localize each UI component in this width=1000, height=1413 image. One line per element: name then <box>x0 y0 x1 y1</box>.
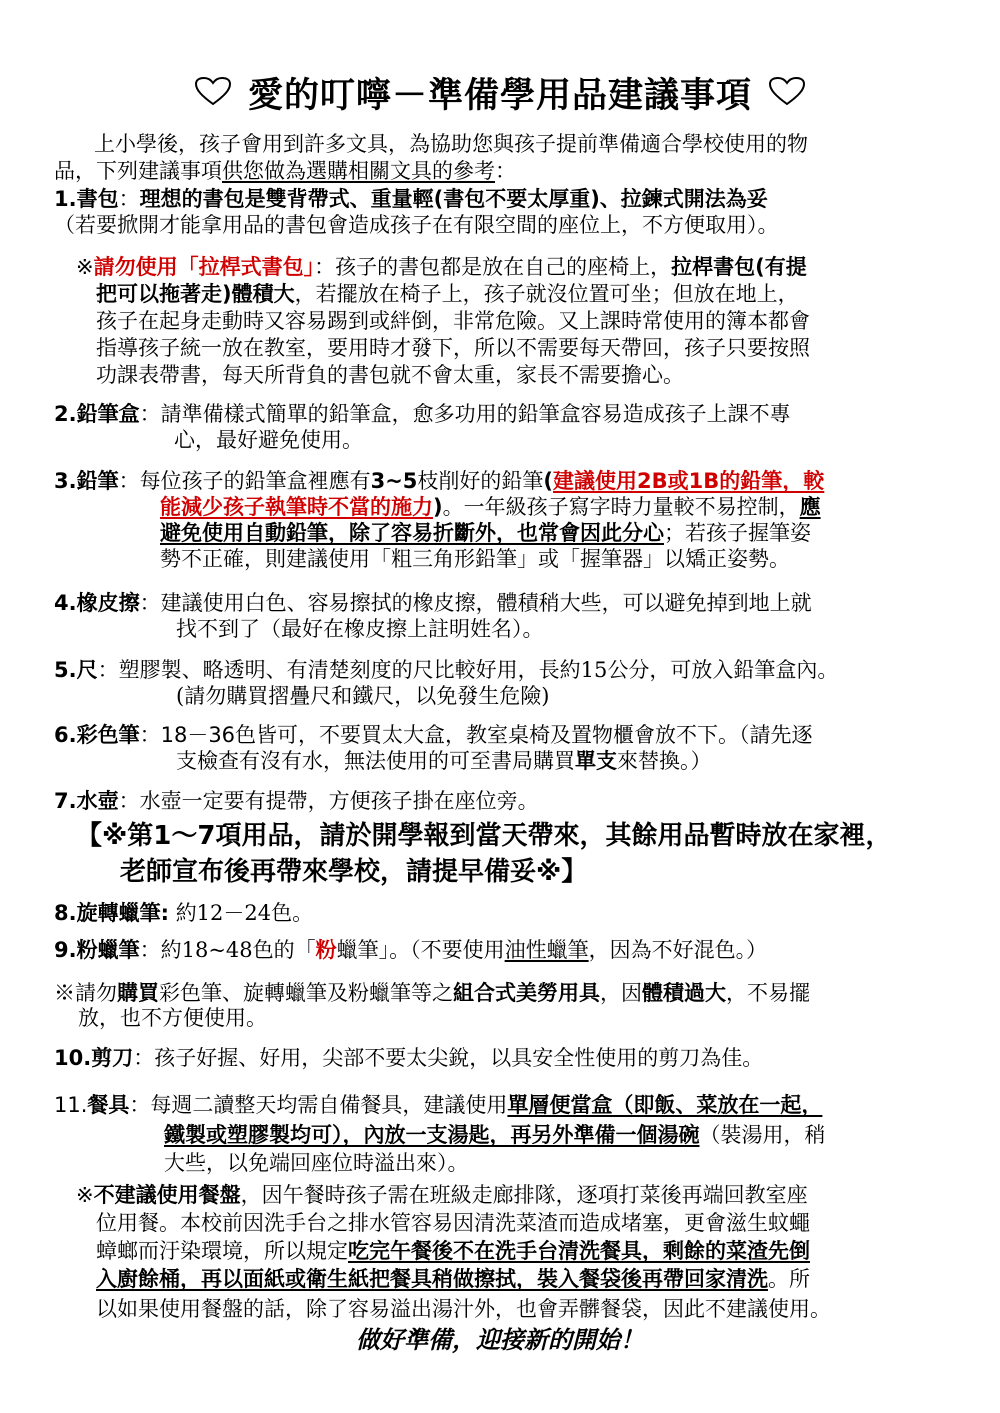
item-count: 3~5 <box>370 469 418 493</box>
item-sep: : <box>160 901 169 925</box>
warning-bold-text: 不建議使用餐盤 <box>93 1183 241 1207</box>
item-number: 9. <box>54 938 77 962</box>
item-sep: ： <box>129 1093 151 1117</box>
item-heading: 橡皮擦 <box>76 591 140 615</box>
note-text: 彩色筆、旋轉蠟筆及粉蠟筆等之 <box>159 981 453 1005</box>
item-number: 2. <box>54 402 77 426</box>
note-bold-text: 組合式美勞用具 <box>453 981 600 1005</box>
reference-mark: ※ <box>76 1183 94 1207</box>
item-10-scissors <box>54 1045 763 1071</box>
item-11-tableware <box>54 1092 822 1118</box>
item-2-line-2: 心，最好避免使用。 <box>174 428 363 452</box>
item-text: （裝湯用，稍 <box>699 1123 826 1147</box>
warning-red-text: 請勿使用「拉桿式書包」 <box>93 255 315 279</box>
red-recommendation: 能減少孩子執筆時不當的施力 <box>160 495 433 519</box>
intro-line-2 <box>54 158 516 184</box>
heart-outline-icon <box>768 75 806 115</box>
item-text: 。一年級孩子寫字時力量較不易控制， <box>442 495 800 519</box>
item-text: 來替換。） <box>617 749 712 773</box>
item-number: 1. <box>54 187 77 211</box>
title-text: 愛的叮嚀－準備學用品建議事項 <box>247 76 752 116</box>
item-text: ；若孩子握筆姿 <box>664 521 811 545</box>
intro-colon: ： <box>495 159 516 183</box>
item-number: 4. <box>54 591 77 615</box>
item-range: 18－36 <box>160 723 236 747</box>
item-heading: 鉛筆 <box>76 469 119 493</box>
note-text: ，因 <box>600 981 642 1005</box>
item-2-pencil-case <box>54 401 791 427</box>
note-bold-text: 購買 <box>117 981 159 1005</box>
note-text: 請勿 <box>75 981 117 1005</box>
note-line-2: 放，也不方便使用。 <box>78 1006 267 1030</box>
item-text: 請準備樣式簡單的鉛筆盒，愈多功用的鉛筆盒容易造成孩子上課不專 <box>160 402 791 426</box>
item-text: 色皆可，不要買太大盒，教室桌椅及置物櫃會放不下。（請先逐 <box>235 723 813 747</box>
reference-mark: ※ <box>54 981 75 1005</box>
item-number: 11. <box>54 1093 88 1117</box>
notice-line-1: 【※第1～7項用品，請於開學報到當天帶來，其餘用品暫時放在家裡， <box>76 821 892 851</box>
item-sep: ： <box>139 723 161 747</box>
item-heading: 旋轉蠟筆 <box>76 901 161 925</box>
item-11-line-3: 大些，以免端回座位時溢出來）。 <box>164 1151 469 1175</box>
bold-underline-text: 應 <box>799 495 821 519</box>
item-1-warning-line-3: 孩子在起身走動時又容易踢到或絆倒，非常危險。又上課時常使用的簿本都會 <box>96 309 810 333</box>
bold-underline-text: 吃完午餐後不在洗手台清洗餐具，剩餘的菜渣先倒 <box>348 1239 810 1263</box>
notice-line-2: 老師宣布後再帶來學校，請提早備妥※】 <box>120 857 588 887</box>
bold-underline-text: 鐵製或塑膠製均可），內放一支湯匙，再另外準備一個湯碗 <box>164 1123 700 1147</box>
item-text: 水壺一定要有提帶，方便孩子掛在座位旁。 <box>139 789 539 813</box>
bold-underline-text: 單層便當盒（即飯、菜放在一起， <box>507 1093 823 1117</box>
item-3-line-2 <box>160 494 821 520</box>
bold-underline-text: 入廚餘桶，再以面紙或衛生紙把餐具稍做擦拭，裝入餐袋後再帶回家清洗 <box>96 1267 768 1291</box>
item-text: 塑膠製、略透明、有清楚刻度的尺比較好用，長約15公分，可放入鉛筆盒內。 <box>118 658 839 682</box>
item-1-note: （若要掀開才能拿用品的書包會造成孩子在有限空間的座位上，不方便取用）。 <box>54 213 779 237</box>
item-sep: ： <box>139 402 161 426</box>
warning-text: 。所 <box>768 1267 810 1291</box>
item-3-line-3 <box>160 520 811 546</box>
item-6-markers <box>54 722 813 748</box>
item-number: 5. <box>54 658 77 682</box>
item-heading: 餐具 <box>87 1093 130 1117</box>
intro-text: 品，下列建議事項 <box>54 159 222 183</box>
item-text: 理想的書包是雙背帶式、重量輕(書包不要太厚重)、拉鍊式開法為妥 <box>139 187 768 211</box>
item-number: 3. <box>54 469 77 493</box>
item-number: 7. <box>54 789 77 813</box>
item-11-warning-line-3 <box>96 1238 810 1264</box>
item-1-warning-line-4: 指導孩子統一放在教室，要用時才發下，所以不需要每天帶回，孩子只要按照 <box>96 336 810 360</box>
item-heading: 書包 <box>76 187 119 211</box>
item-11-warning-line-2: 位用餐。本校前因洗手台之排水管容易因清洗菜渣而造成堵塞，更會滋生蚊蠅 <box>96 1211 810 1235</box>
item-6-line-2 <box>176 748 712 774</box>
item-sep: ： <box>97 658 119 682</box>
underline-text: 油性蠟筆 <box>504 938 589 962</box>
item-sep: ： <box>139 938 161 962</box>
note-text: ，不易擺 <box>726 981 810 1005</box>
note-combo-art-supplies <box>54 980 810 1006</box>
reference-mark: ※ <box>76 255 94 279</box>
item-text: 每週二讀整天均需自備餐具，建議使用 <box>150 1093 508 1117</box>
warning-text: 蟑螂而汙染環境，所以規定 <box>96 1239 348 1263</box>
warning-text: ：孩子的書包都是放在自己的座椅上， <box>314 255 672 279</box>
item-sep: ： <box>133 1046 155 1070</box>
item-sep: ： <box>118 469 140 493</box>
item-text: 蠟筆」。（不要使用 <box>336 938 505 962</box>
bold-underline-text: 避免使用自動鉛筆，除了容易折斷外，也常會因此分心 <box>160 521 664 545</box>
item-text: 孩子好握、好用，尖部不要太尖銳，以具安全性使用的剪刀為佳。 <box>154 1046 764 1070</box>
item-1-warning-line-2 <box>96 281 799 307</box>
item-5-ruler <box>54 657 838 683</box>
item-4-line-2: 找不到了（最好在橡皮擦上註明姓名）。 <box>176 617 544 641</box>
item-sep: ： <box>118 187 140 211</box>
item-number: 10. <box>54 1046 92 1070</box>
item-text: 建議使用白色、容易擦拭的橡皮擦，體積稍大些，可以避免掉到地上就 <box>160 591 812 615</box>
item-3-line-4: 勢不正確，則建議使用「粗三角形鉛筆」或「握筆器」以矯正姿勢。 <box>160 547 790 571</box>
item-text: 約18~48色的「 <box>160 938 316 962</box>
item-text: 枝削好的鉛筆 <box>417 469 544 493</box>
warning-text: ，因午餐時孩子需在班級走廊排隊，逐項打菜後再端回教室座 <box>240 1183 808 1207</box>
item-sep: ： <box>118 789 140 813</box>
item-7-water-bottle <box>54 788 539 814</box>
warning-text: ，若擺放在椅子上，孩子就沒位置可坐；但放在地上， <box>294 282 799 306</box>
warning-bold-text: 把可以拖著走)體積大 <box>96 282 295 306</box>
red-recommendation: 建議使用2B或1B的鉛筆，較 <box>553 469 825 493</box>
item-11-warning-line-4 <box>96 1266 810 1292</box>
item-1-schoolbag <box>54 186 768 212</box>
item-number: 6. <box>54 723 77 747</box>
item-heading: 彩色筆 <box>76 723 140 747</box>
item-11-line-2 <box>164 1122 826 1148</box>
item-5-line-2: (請勿購買摺疊尺和鐵尺，以免發生危險) <box>176 684 550 708</box>
intro-emphasis: 供您做為選購相關文具的參考 <box>222 159 495 183</box>
item-9-oil-pastel <box>54 937 767 963</box>
paren: ( <box>543 469 554 493</box>
note-bold-text: 體積過大 <box>642 981 726 1005</box>
item-11-warning-line-1 <box>76 1182 808 1208</box>
item-bold-text: 單支 <box>575 749 617 773</box>
item-text: 約12－24色。 <box>175 901 314 925</box>
intro-line-1: 上小學後，孩子會用到許多文具，為協助您與孩子提前準備適合學校使用的物 <box>94 132 808 156</box>
item-8-twist-crayon <box>54 900 313 926</box>
item-4-eraser <box>54 590 812 616</box>
item-heading: 尺 <box>76 658 98 682</box>
paren: ) <box>433 495 443 519</box>
item-11-warning-line-5: 以如果使用餐盤的話，除了容易溢出湯汁外，也會弄髒餐袋，因此不建議使用。 <box>96 1297 831 1321</box>
item-number: 8. <box>54 901 77 925</box>
heart-outline-icon <box>194 75 232 115</box>
warning-bold-text: 拉桿書包(有提 <box>671 255 807 279</box>
item-1-warning-line-1 <box>76 254 807 280</box>
item-heading: 粉蠟筆 <box>76 938 140 962</box>
red-emphasis: 粉 <box>315 938 337 962</box>
item-1-warning-line-5: 功課表帶書，每天所背負的書包就不會太重，家長不需要擔心。 <box>96 363 684 387</box>
item-heading: 剪刀 <box>91 1046 134 1070</box>
closing-slogan: 做好準備，迎接新的開始！ <box>356 1325 644 1354</box>
page-title <box>0 68 1000 118</box>
item-sep: ： <box>139 591 161 615</box>
item-text: ，因為不好混色。） <box>588 938 768 962</box>
item-heading: 水壺 <box>76 789 119 813</box>
item-heading: 鉛筆盒 <box>76 402 140 426</box>
item-3-pencil <box>54 468 824 494</box>
item-text: 支檢查有沒有水，無法使用的可至書局購買 <box>176 749 575 773</box>
item-text: 每位孩子的鉛筆盒裡應有 <box>139 469 371 493</box>
